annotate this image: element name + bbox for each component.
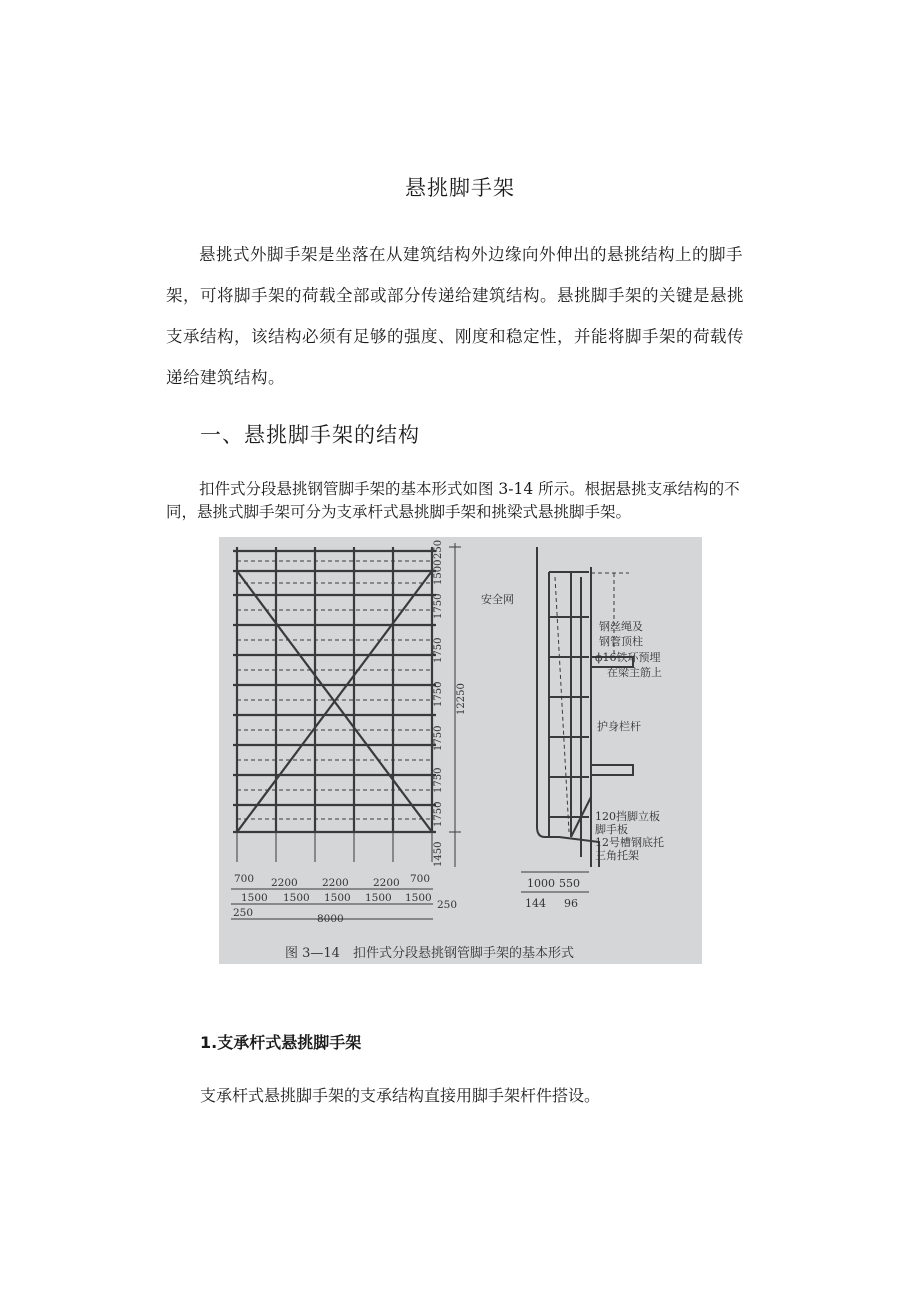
dim-mid-3: 1500 <box>365 892 392 904</box>
document-title: 悬挑脚手架 <box>405 176 515 200</box>
label-wire-rope-1: 钢丝绳及 <box>599 620 643 633</box>
label-channel-steel: 12号槽钢底托 <box>595 836 664 849</box>
rdim-0: 1000 <box>527 877 555 890</box>
dim-top-1: 2200 <box>271 877 298 889</box>
scaffold-figure <box>219 537 702 964</box>
label-safety-net: 安全网 <box>481 593 514 606</box>
dim-bot-0: 250 <box>233 907 254 919</box>
vdim-0: 250 <box>433 539 444 559</box>
vdim-7: 1750 <box>433 801 444 827</box>
label-iron-ring-1: ϕ16铁环预埋 <box>595 651 661 664</box>
dim-bot-2: 250 <box>437 899 458 911</box>
dim-mid-1: 1500 <box>283 892 310 904</box>
support-rod-paragraph: 支承杆式悬挑脚手架的支承结构直接用脚手架杆件搭设。 <box>200 1086 601 1105</box>
figure-caption: 图 3—14 扣件式分段悬挑钢管脚手架的基本形式 <box>285 946 574 961</box>
dim-mid-2: 1500 <box>324 892 351 904</box>
vdim-2: 1750 <box>433 593 444 619</box>
vdim-total: 12250 <box>456 683 467 715</box>
rdim-1: 550 <box>559 877 580 890</box>
front-elevation <box>231 543 461 919</box>
label-triangle-bracket: 三角托架 <box>595 849 639 862</box>
vdim-6: 1750 <box>433 767 444 793</box>
rdim-2: 144 <box>525 897 546 910</box>
vdim-4: 1750 <box>433 681 444 707</box>
label-scaffold-board: 脚手板 <box>595 823 628 836</box>
dim-bot-1: 8000 <box>317 913 344 925</box>
label-iron-ring-2: 在梁主筋上 <box>607 666 662 679</box>
subsection-heading-support-rod: 1.支承杆式悬挑脚手架 <box>200 1033 362 1052</box>
intro-paragraph: 悬挑式外脚手架是坐落在从建筑结构外边缘向外伸出的悬挑结构上的脚手架，可将脚手架的荷载全部或部分传递给建筑结构。悬挑脚手架的关键是悬挑支承结构，该结构必须有足够的强度、刚度和稳定性，并能将脚手架的荷载传递给建筑结构。 <box>166 245 744 387</box>
scaffold-drawing <box>219 537 702 964</box>
vdim-8: 1450 <box>433 841 444 867</box>
dim-mid-4: 1500 <box>405 892 432 904</box>
dim-top-3: 2200 <box>373 877 400 889</box>
vdim-1: 1500 <box>433 559 444 585</box>
label-guard-rail: 护身栏杆 <box>597 720 641 733</box>
dim-top-0: 700 <box>234 873 255 885</box>
dim-mid-0: 1500 <box>241 892 268 904</box>
label-toe-board: 120挡脚立板 <box>595 810 660 823</box>
structure-paragraph: 扣件式分段悬挑钢管脚手架的基本形式如图 3-14 所示。根据悬挑支承结构的不同，悬挑式脚手架可分为支承杆式悬挑脚手架和挑梁式悬挑脚手架。 <box>166 480 740 521</box>
vdim-3: 1750 <box>433 637 444 663</box>
vdim-5: 1750 <box>433 725 444 751</box>
rdim-3: 96 <box>564 897 578 910</box>
dim-top-4: 700 <box>410 873 431 885</box>
dim-top-2: 2200 <box>322 877 349 889</box>
section-heading-structure: 一、悬挑脚手架的结构 <box>200 423 420 447</box>
label-wire-rope-2: 钢管顶柱 <box>599 635 643 648</box>
